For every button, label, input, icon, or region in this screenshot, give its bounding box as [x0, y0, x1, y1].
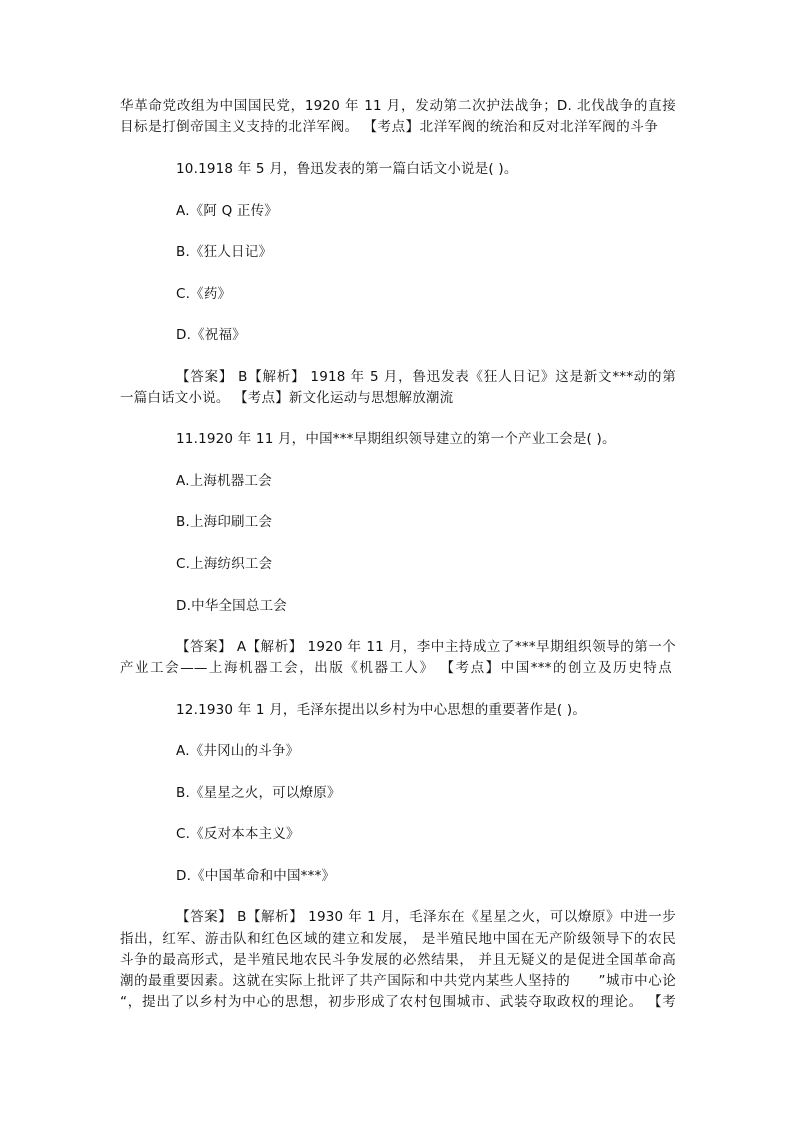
option-a: A.《阿 Q 正传》 [176, 203, 278, 219]
option-d: D.中华全国总工会 [176, 598, 287, 614]
option-a: A.《井冈山的斗争》 [176, 743, 300, 759]
answer-line: 指出，红军、游击队和红色区域的建立和发展， 是半殖民地中国在无产阶级领导下的农民 [120, 931, 676, 947]
answer-line: 潮的最重要因素。这就在实际上批评了共产国际和中共党内某些人坚持的 ”城市中心论 [120, 973, 676, 989]
question-11: 11.1920 年 11 月，中国***早期组织领导建立的第一个产业工会是( )。 [176, 431, 616, 447]
answer-line: “，提出了以乡村为中心的思想，初步形成了农村包围城市、武装夺取政权的理论。 【考 [120, 994, 676, 1010]
paragraph-line: 目标是打倒帝国主义支持的北洋军阀。 【考点】北洋军阀的统治和反对北洋军阀的斗争 [120, 119, 658, 135]
option-b: B.《星星之火，可以燎原》 [176, 785, 341, 801]
option-b: B.上海印刷工会 [176, 514, 273, 530]
answer-line: 斗争的最高形式，是半殖民地农民斗争发展的必然结果， 并且无疑义的是促进全国革命高 [120, 952, 676, 968]
option-d: D.《祝福》 [176, 327, 246, 343]
option-c: C.《药》 [176, 286, 232, 302]
question-10: 10.1918 年 5 月，鲁迅发表的第一篇白话文小说是( )。 [176, 161, 518, 177]
answer-line: 【答案】 B【解析】 1918 年 5 月，鲁迅发表《狂人日记》这是新文***动的第 [176, 369, 676, 385]
question-12: 12.1930 年 1 月，毛泽东提出以乡村为中心思想的重要著作是( )。 [176, 702, 587, 718]
option-c: C.上海纺织工会 [176, 556, 273, 572]
answer-line: 【答案】 B【解析】 1930 年 1 月，毛泽东在《星星之火，可以燎原》中进一步 [176, 909, 676, 925]
option-d: D.《中国革命和中国***》 [176, 868, 336, 884]
answer-line: 产业工会——上海机器工会，出版《机器工人》 【考点】中国***的创立及历史特点 [120, 660, 672, 676]
paragraph-line: 华革命党改组为中国国民党，1920 年 11 月，发动第二次护法战争；D. 北伐战争的直接 [120, 98, 676, 114]
option-b: B.《狂人日记》 [176, 244, 273, 260]
answer-line: 一篇白话文小说。 【考点】新文化运动与思想解放潮流 [120, 390, 454, 406]
option-c: C.《反对本本主义》 [176, 826, 300, 842]
answer-line: 【答案】 A【解析】 1920 年 11 月，李中主持成立了***早期组织领导的第一个 [176, 639, 676, 655]
option-a: A.上海机器工会 [176, 473, 272, 489]
